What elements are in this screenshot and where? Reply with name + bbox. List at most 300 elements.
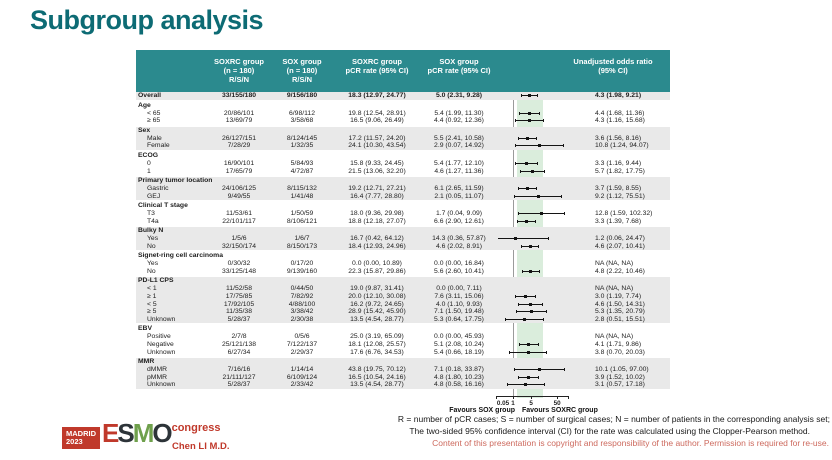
forest-plot-cell	[496, 134, 592, 142]
cell-soxrc-rsn: 22/101/117	[222, 217, 256, 225]
header-line: SOXRC group	[352, 57, 402, 66]
cell-soxrc-pcr: 16.7 (0.42, 64.12)	[350, 235, 404, 243]
table-header	[136, 50, 670, 92]
cell-soxrc-rsn: 6/27/34	[227, 348, 251, 356]
or-point-marker	[523, 318, 526, 321]
cell-soxrc-pcr: 24.1 (10.30, 43.54)	[348, 142, 406, 150]
row-label: T4a	[147, 217, 159, 225]
header-line: pCR rate (95% CI)	[345, 66, 409, 75]
forest-plot-cell	[496, 167, 592, 175]
cell-soxrc-rsn: 21/111/127	[222, 373, 256, 381]
ci-line	[498, 238, 550, 239]
esmo-letter: O	[152, 418, 171, 448]
ci-tick-right	[539, 270, 540, 273]
table-row	[136, 192, 670, 200]
table-row	[136, 117, 670, 125]
row-label: Female	[147, 142, 170, 150]
cell-odds-ratio: 1.2 (0.06, 24.47)	[595, 235, 645, 243]
header-subgroup-column	[136, 50, 206, 92]
ci-tick-left	[514, 195, 515, 198]
cell-odds-ratio: 4.6 (2.07, 10.41)	[595, 242, 645, 250]
ci-tick-right	[535, 220, 536, 223]
ci-tick-left	[521, 94, 522, 97]
cell-odds-ratio: NA (NA, NA)	[595, 285, 634, 293]
cell-soxrc-pcr: 21.5 (13.06, 32.20)	[348, 167, 406, 175]
ci-tick-left	[518, 303, 519, 306]
cell-odds-ratio: 9.2 (1.12, 75.51)	[595, 192, 645, 200]
cell-odds-ratio: 4.1 (1.71, 9.86)	[595, 340, 642, 348]
row-label: 1	[147, 167, 151, 175]
forest-plot-cell	[496, 117, 592, 125]
axis-tick	[531, 396, 532, 399]
or-point-marker	[537, 195, 540, 198]
ci-tick-right	[543, 318, 544, 321]
ci-tick-left	[518, 187, 519, 190]
subgroup-block	[136, 152, 670, 175]
cell-odds-ratio: 3.3 (1.39, 7.68)	[595, 217, 642, 225]
cell-sox-pcr: 0.0 (0.00, 45.93)	[434, 333, 484, 341]
forest-axis	[136, 389, 670, 415]
cell-odds-ratio: 4.6 (1.50, 14.31)	[595, 300, 645, 308]
cell-soxrc-rsn: 32/150/174	[221, 242, 257, 250]
ci-tick-right	[561, 195, 562, 198]
presenter-name: Chen LI M.D.	[172, 441, 230, 452]
header-line: pCR rate (95% CI)	[427, 66, 491, 75]
cell-soxrc-pcr: 20.0 (12.10, 30.08)	[348, 292, 406, 300]
header-line: Unadjusted odds ratio	[573, 57, 653, 66]
cell-sox-pcr: 4.4 (0.92, 12.36)	[434, 117, 484, 125]
footnote-definitions: R = number of pCR cases; S = number of surgical cases; N = number of patients in the corresponding analysis set;	[397, 414, 830, 424]
header-line: R/S/N	[291, 75, 312, 84]
cell-sox-pcr: 5.4 (1.77, 12.10)	[434, 159, 484, 167]
row-label: < 1	[147, 285, 157, 293]
cell-odds-ratio: 5.3 (1.35, 20.79)	[595, 308, 645, 316]
forest-plot-cell	[496, 185, 592, 193]
cell-sox-pcr: 5.3 (0.64, 17.75)	[434, 315, 484, 323]
subgroup-label: Primary tumor location	[138, 176, 213, 184]
cell-soxrc-rsn: 5/28/37	[227, 381, 251, 389]
row-label: No	[147, 267, 156, 275]
axis-tick-label: 5	[529, 399, 533, 407]
cell-sox-pcr: 5.4 (1.99, 11.30)	[434, 109, 484, 117]
subgroup-block	[136, 92, 670, 100]
cell-sox-rsn: 1/32/35	[290, 142, 314, 150]
cell-odds-ratio: 12.8 (1.59, 102.32)	[595, 209, 653, 217]
congress-label: congress	[171, 422, 221, 434]
subgroup-label: MMR	[138, 358, 155, 365]
cell-odds-ratio: 4.3 (1.16, 15.68)	[595, 117, 645, 125]
row-label: No	[147, 242, 156, 250]
table-row	[136, 109, 670, 117]
or-point-marker	[514, 237, 517, 240]
cell-soxrc-pcr: 28.9 (15.42, 45.90)	[348, 308, 406, 316]
row-label: Yes	[147, 235, 159, 243]
cell-sox-pcr: 2.9 (0.07, 14.92)	[434, 142, 484, 150]
ci-tick-left	[507, 383, 508, 386]
header-odds-ratio	[496, 50, 670, 92]
cell-sox-rsn: 1/50/59	[290, 209, 314, 217]
cell-soxrc-pcr: 17.6 (6.76, 34.53)	[350, 348, 404, 356]
ci-tick-left	[518, 212, 519, 215]
subgroup-block	[136, 177, 670, 200]
ci-tick-right	[564, 368, 565, 371]
cell-sox-pcr: 7.1 (1.50, 19.48)	[434, 308, 484, 316]
cell-sox-rsn: 2/33/42	[290, 381, 314, 389]
cell-soxrc-rsn: 26/127/151	[221, 134, 257, 142]
cell-sox-pcr: 0.0 (0.00, 16.84)	[434, 260, 484, 268]
esmo-wordmark	[102, 420, 171, 446]
header-line: SOX group	[282, 57, 322, 66]
or-point-marker	[527, 351, 530, 354]
cell-soxrc-pcr: 19.8 (12.54, 28.91)	[348, 109, 406, 117]
or-point-marker	[525, 162, 528, 165]
row-label: ≥ 5	[147, 308, 157, 316]
cell-soxrc-pcr: 18.8 (12.18, 27.07)	[348, 217, 406, 225]
ci-tick-left	[520, 170, 521, 173]
cell-sox-pcr: 5.4 (0.66, 18.19)	[434, 348, 484, 356]
cell-soxrc-rsn: 11/52/58	[226, 285, 252, 293]
row-label: < 5	[147, 300, 157, 308]
ci-tick-left	[515, 119, 516, 122]
subgroup-label: ECOG	[138, 151, 159, 159]
cell-soxrc-rsn: 0/30/32	[227, 260, 251, 268]
cell-sox-rsn: 5/84/93	[290, 159, 314, 167]
subgroup-block	[136, 325, 670, 356]
axis-tick-label: 0.05	[496, 399, 510, 407]
forest-plot-cell	[496, 285, 592, 293]
ci-tick-left	[515, 144, 516, 147]
or-point-marker	[531, 170, 534, 173]
ci-tick-right	[543, 119, 544, 122]
cell-sox-rsn: 1/6/7	[294, 235, 310, 243]
ci-tick-left	[515, 162, 516, 165]
row-label: T3	[147, 209, 155, 217]
cell-soxrc-pcr: 16.4 (7.77, 28.80)	[350, 192, 404, 200]
or-point-marker	[528, 112, 531, 115]
cell-sox-rsn: 2/30/38	[290, 315, 314, 323]
or-point-marker	[526, 187, 529, 190]
ci-tick-right	[542, 303, 543, 306]
cell-odds-ratio: 4.8 (2.22, 10.46)	[595, 267, 645, 275]
table-row	[136, 348, 670, 356]
table-row	[136, 134, 670, 142]
ci-tick-right	[536, 187, 537, 190]
cell-odds-ratio: 5.7 (1.82, 17.75)	[595, 167, 645, 175]
cell-sox-rsn: 8/124/145	[286, 134, 318, 142]
subgroup-label: Age	[138, 101, 151, 109]
or-point-marker	[527, 343, 530, 346]
subgroup-block	[136, 252, 670, 275]
cell-soxrc-pcr: 16.5 (9.06, 26.49)	[350, 117, 404, 125]
cell-odds-ratio: 3.7 (1.59, 8.55)	[595, 184, 642, 192]
cell-soxrc-rsn: 5/28/37	[227, 315, 251, 323]
header-sox-rsn	[272, 50, 332, 92]
cell-sox-rsn: 0/44/50	[290, 285, 314, 293]
or-point-marker	[529, 303, 532, 306]
or-point-marker	[528, 94, 531, 97]
cell-sox-pcr: 4.0 (1.10, 9.93)	[435, 300, 483, 308]
table-row	[136, 242, 670, 250]
row-label: Male	[147, 134, 162, 142]
cell-sox-pcr: 5.1 (2.08, 10.24)	[434, 340, 484, 348]
cell-soxrc-rsn: 1/5/6	[231, 235, 247, 243]
forest-plot-cell	[496, 373, 592, 381]
ci-tick-left	[514, 368, 515, 371]
forest-plot-cell	[496, 300, 592, 308]
header-line: R/S/N	[228, 75, 249, 84]
row-label: 0	[147, 159, 151, 167]
subgroup-label: EBV	[138, 325, 152, 333]
cell-soxrc-pcr: 17.2 (11.57, 24.20)	[348, 134, 406, 142]
table-body	[136, 92, 670, 389]
row-label: Gastric	[147, 184, 169, 192]
axis-tick	[557, 396, 558, 399]
cell-soxrc-rsn: 25/121/138	[221, 340, 257, 348]
forest-plot-cell	[496, 366, 592, 374]
table-row	[136, 373, 670, 381]
row-label: Unknown	[147, 348, 176, 356]
cell-odds-ratio: 3.8 (0.70, 20.03)	[595, 348, 645, 356]
or-point-marker	[538, 144, 541, 147]
logo-year: 2023	[66, 437, 83, 446]
or-point-marker	[525, 220, 528, 223]
forest-plot-cell	[496, 160, 592, 168]
subgroup-label: Signet-ring cell carcinoma	[138, 252, 223, 260]
cell-odds-ratio: NA (NA, NA)	[595, 260, 634, 268]
subgroup-label: Bulky N	[138, 227, 164, 234]
cell-soxrc-rsn: 20/86/101	[223, 109, 255, 117]
subgroup-block	[136, 277, 670, 323]
cell-soxrc-pcr: 0.0 (0.00, 10.89)	[352, 260, 402, 268]
cell-soxrc-rsn: 16/90/101	[223, 159, 255, 167]
header-line: (n = 180)	[223, 66, 255, 75]
ci-tick-left	[521, 245, 522, 248]
forest-plot-cell	[496, 210, 592, 218]
cell-sox-pcr: 6.6 (2.90, 12.61)	[434, 217, 484, 225]
ci-tick-left	[518, 376, 519, 379]
cell-soxrc-pcr: 13.5 (4.54, 28.77)	[350, 315, 404, 323]
cell-sox-rsn: 1/41/48	[290, 192, 314, 200]
table-row	[136, 210, 670, 218]
cell-soxrc-rsn: 33/125/148	[221, 267, 257, 275]
or-point-marker	[527, 376, 530, 379]
forest-plot-cell	[496, 348, 592, 356]
forest-plot-cell	[496, 142, 592, 150]
row-label: Positive	[147, 333, 171, 341]
table-row	[136, 217, 670, 225]
cell-soxrc-pcr: 15.8 (9.33, 24.45)	[350, 159, 404, 167]
cell-soxrc-pcr: 25.0 (3.19, 65.09)	[350, 333, 404, 341]
or-point-marker	[524, 295, 527, 298]
cell-sox-rsn: 6/98/112	[289, 109, 315, 117]
footnote-method: The two-sided 95% confidence interval (CI) for the rate was calculated using the Clopper-Pearson method.	[409, 426, 810, 436]
row-label: ≥ 65	[147, 117, 161, 125]
or-point-marker	[526, 137, 529, 140]
subgroup-block	[136, 227, 670, 250]
cell-soxrc-pcr: 19.0 (9.87, 31.41)	[350, 285, 404, 293]
ci-tick-right	[535, 295, 536, 298]
cell-sox-rsn: 8/106/121	[286, 217, 318, 225]
axis-tick	[568, 396, 569, 399]
cell-sox-rsn: 6/109/124	[286, 373, 318, 381]
header-line: SOXRC group	[214, 57, 264, 66]
forest-plot-cell	[496, 242, 592, 250]
cell-odds-ratio: 3.3 (1.16, 9.44)	[595, 159, 642, 167]
forest-plot-cell	[496, 260, 592, 268]
table-row	[136, 185, 670, 193]
table-row	[136, 366, 670, 374]
cell-sox-pcr: 7.1 (0.18, 33.87)	[434, 366, 484, 374]
cell-soxrc-rsn: 2/7/8	[231, 333, 247, 341]
cell-sox-rsn: 4/72/87	[290, 167, 314, 175]
cell-sox-rsn: 8/150/173	[286, 242, 318, 250]
cell-sox-pcr: 6.1 (2.65, 11.59)	[434, 184, 484, 192]
ci-tick-left	[519, 112, 520, 115]
esmo-letter: M	[132, 418, 153, 448]
cell-sox-pcr: 2.1 (0.05, 11.07)	[434, 192, 484, 200]
or-point-marker	[528, 119, 531, 122]
ci-tick-left	[522, 270, 523, 273]
ci-tick-right	[536, 137, 537, 140]
cell-sox-pcr: 4.6 (2.02, 8.91)	[435, 242, 483, 250]
header-soxrc-pcr	[332, 50, 422, 92]
axis-tick	[513, 396, 514, 399]
cell-soxrc-pcr: 16.2 (9.72, 24.65)	[350, 300, 404, 308]
cell-sox-pcr: 5.5 (2.41, 10.58)	[434, 134, 484, 142]
ci-tick-right	[563, 144, 564, 147]
table-row	[136, 300, 670, 308]
forest-plot-cell	[496, 217, 592, 225]
madrid-2023-badge	[62, 427, 100, 449]
row-label: Overall	[138, 92, 162, 100]
ci-tick-right	[538, 245, 539, 248]
ci-tick-right	[537, 94, 538, 97]
cell-soxrc-pcr: 18.1 (12.08, 25.57)	[348, 340, 406, 348]
cell-sox-rsn: 0/5/6	[294, 333, 310, 341]
cell-soxrc-pcr: 18.3 (12.97, 24.77)	[348, 92, 406, 100]
esmo-letter: E	[102, 418, 118, 448]
forest-plot-cell	[496, 235, 592, 243]
row-label: Negative	[147, 340, 174, 348]
table-row	[136, 341, 670, 349]
cell-sox-rsn: 2/29/37	[290, 348, 314, 356]
cell-sox-pcr: 7.6 (3.11, 15.06)	[434, 292, 484, 300]
cell-odds-ratio: 10.1 (1.05, 97.00)	[595, 366, 649, 374]
row-label: Unknown	[147, 381, 176, 389]
cell-sox-rsn: 3/58/68	[290, 117, 314, 125]
row-label: < 65	[147, 109, 161, 117]
subgroup-label: Clinical T stage	[138, 201, 188, 209]
table-row	[136, 267, 670, 275]
cell-soxrc-rsn: 9/49/55	[227, 192, 251, 200]
ci-tick-left	[515, 295, 516, 298]
subgroup-label: PD-L1 CPS	[138, 277, 174, 285]
cell-soxrc-pcr: 16.5 (10.54, 24.16)	[348, 373, 406, 381]
ci-tick-left	[518, 137, 519, 140]
cell-soxrc-rsn: 7/16/16	[227, 366, 251, 374]
cell-sox-pcr: 14.3 (0.36, 57.87)	[432, 235, 486, 243]
header-line: (n = 180)	[286, 66, 318, 75]
forest-plot-cell	[496, 341, 592, 349]
ci-tick-right	[546, 310, 547, 313]
header-sox-pcr	[422, 50, 496, 92]
table-row	[136, 293, 670, 301]
subgroup-block	[136, 102, 670, 125]
ci-tick-left	[516, 310, 517, 313]
or-point-marker	[529, 245, 532, 248]
or-point-marker	[538, 368, 541, 371]
subgroup-block	[136, 202, 670, 225]
forest-plot-cell	[496, 316, 592, 324]
cell-sox-rsn: 8/115/132	[287, 184, 317, 192]
slide-title: Subgroup analysis	[30, 5, 264, 35]
ci-tick-left	[519, 343, 520, 346]
cell-soxrc-pcr: 18.4 (12.93, 24.96)	[348, 242, 406, 250]
cell-odds-ratio: 2.8 (0.51, 15.51)	[595, 315, 645, 323]
favours-right-label: Favours SOXRC group	[522, 406, 598, 414]
cell-soxrc-rsn: 33/155/180	[221, 92, 257, 100]
cell-soxrc-rsn: 13/69/79	[225, 117, 253, 125]
ci-tick-right	[538, 376, 539, 379]
cell-sox-rsn: 7/82/92	[290, 292, 314, 300]
cell-sox-rsn: 7/122/137	[286, 340, 318, 348]
cell-odds-ratio: NA (NA, NA)	[595, 333, 634, 341]
logo-city: MADRID	[66, 429, 96, 438]
row-label: pMMR	[147, 373, 168, 381]
cell-odds-ratio: 3.9 (1.52, 10.02)	[595, 373, 645, 381]
or-point-marker	[540, 212, 543, 215]
ci-tick-left	[509, 351, 510, 354]
table-row	[136, 308, 670, 316]
subgroup-block	[136, 358, 670, 389]
cell-odds-ratio: 10.8 (1.24, 94.07)	[595, 142, 649, 150]
ci-tick-right	[546, 351, 547, 354]
table-row	[136, 160, 670, 168]
cell-sox-pcr: 4.8 (0.58, 16.16)	[434, 381, 484, 389]
cell-sox-rsn: 1/14/14	[290, 366, 314, 374]
row-label: ≥ 1	[147, 292, 157, 300]
row-label: GEJ	[147, 192, 161, 200]
cell-odds-ratio: 3.6 (1.56, 8.16)	[595, 134, 642, 142]
cell-soxrc-pcr: 22.3 (15.87, 29.86)	[348, 267, 406, 275]
cell-sox-rsn: 9/156/180	[286, 92, 318, 100]
axis-tick-label: 50	[553, 399, 561, 407]
cell-sox-pcr: 5.0 (2.31, 9.28)	[435, 92, 483, 100]
footnote-copyright: Content of this presentation is copyright and responsibility of the author. Permission is required for re-use.	[432, 438, 829, 448]
cell-soxrc-pcr: 43.8 (19.75, 70.12)	[348, 366, 406, 374]
table-row	[136, 142, 670, 150]
cell-odds-ratio: 3.0 (1.19, 7.74)	[595, 292, 642, 300]
row-label: Yes	[147, 260, 159, 268]
subgroup-table	[136, 50, 670, 415]
forest-plot-cell	[496, 293, 592, 301]
table-row	[136, 235, 670, 243]
favours-left-label: Favours SOX group	[449, 406, 515, 414]
cell-soxrc-pcr: 18.0 (9.36, 29.98)	[350, 209, 404, 217]
table-row	[136, 285, 670, 293]
cell-sox-pcr: 0.0 (0.00, 7.11)	[436, 285, 482, 293]
ci-tick-right	[564, 212, 565, 215]
or-point-marker	[529, 270, 532, 273]
or-point-marker	[530, 310, 533, 313]
table-row	[136, 260, 670, 268]
cell-odds-ratio: 3.1 (0.57, 17.18)	[595, 381, 645, 389]
forest-plot-cell	[496, 381, 592, 389]
cell-soxrc-rsn: 11/35/38	[226, 308, 252, 316]
ci-tick-right	[544, 170, 545, 173]
ci-tick-right	[537, 162, 538, 165]
cell-soxrc-rsn: 17/65/79	[225, 167, 253, 175]
